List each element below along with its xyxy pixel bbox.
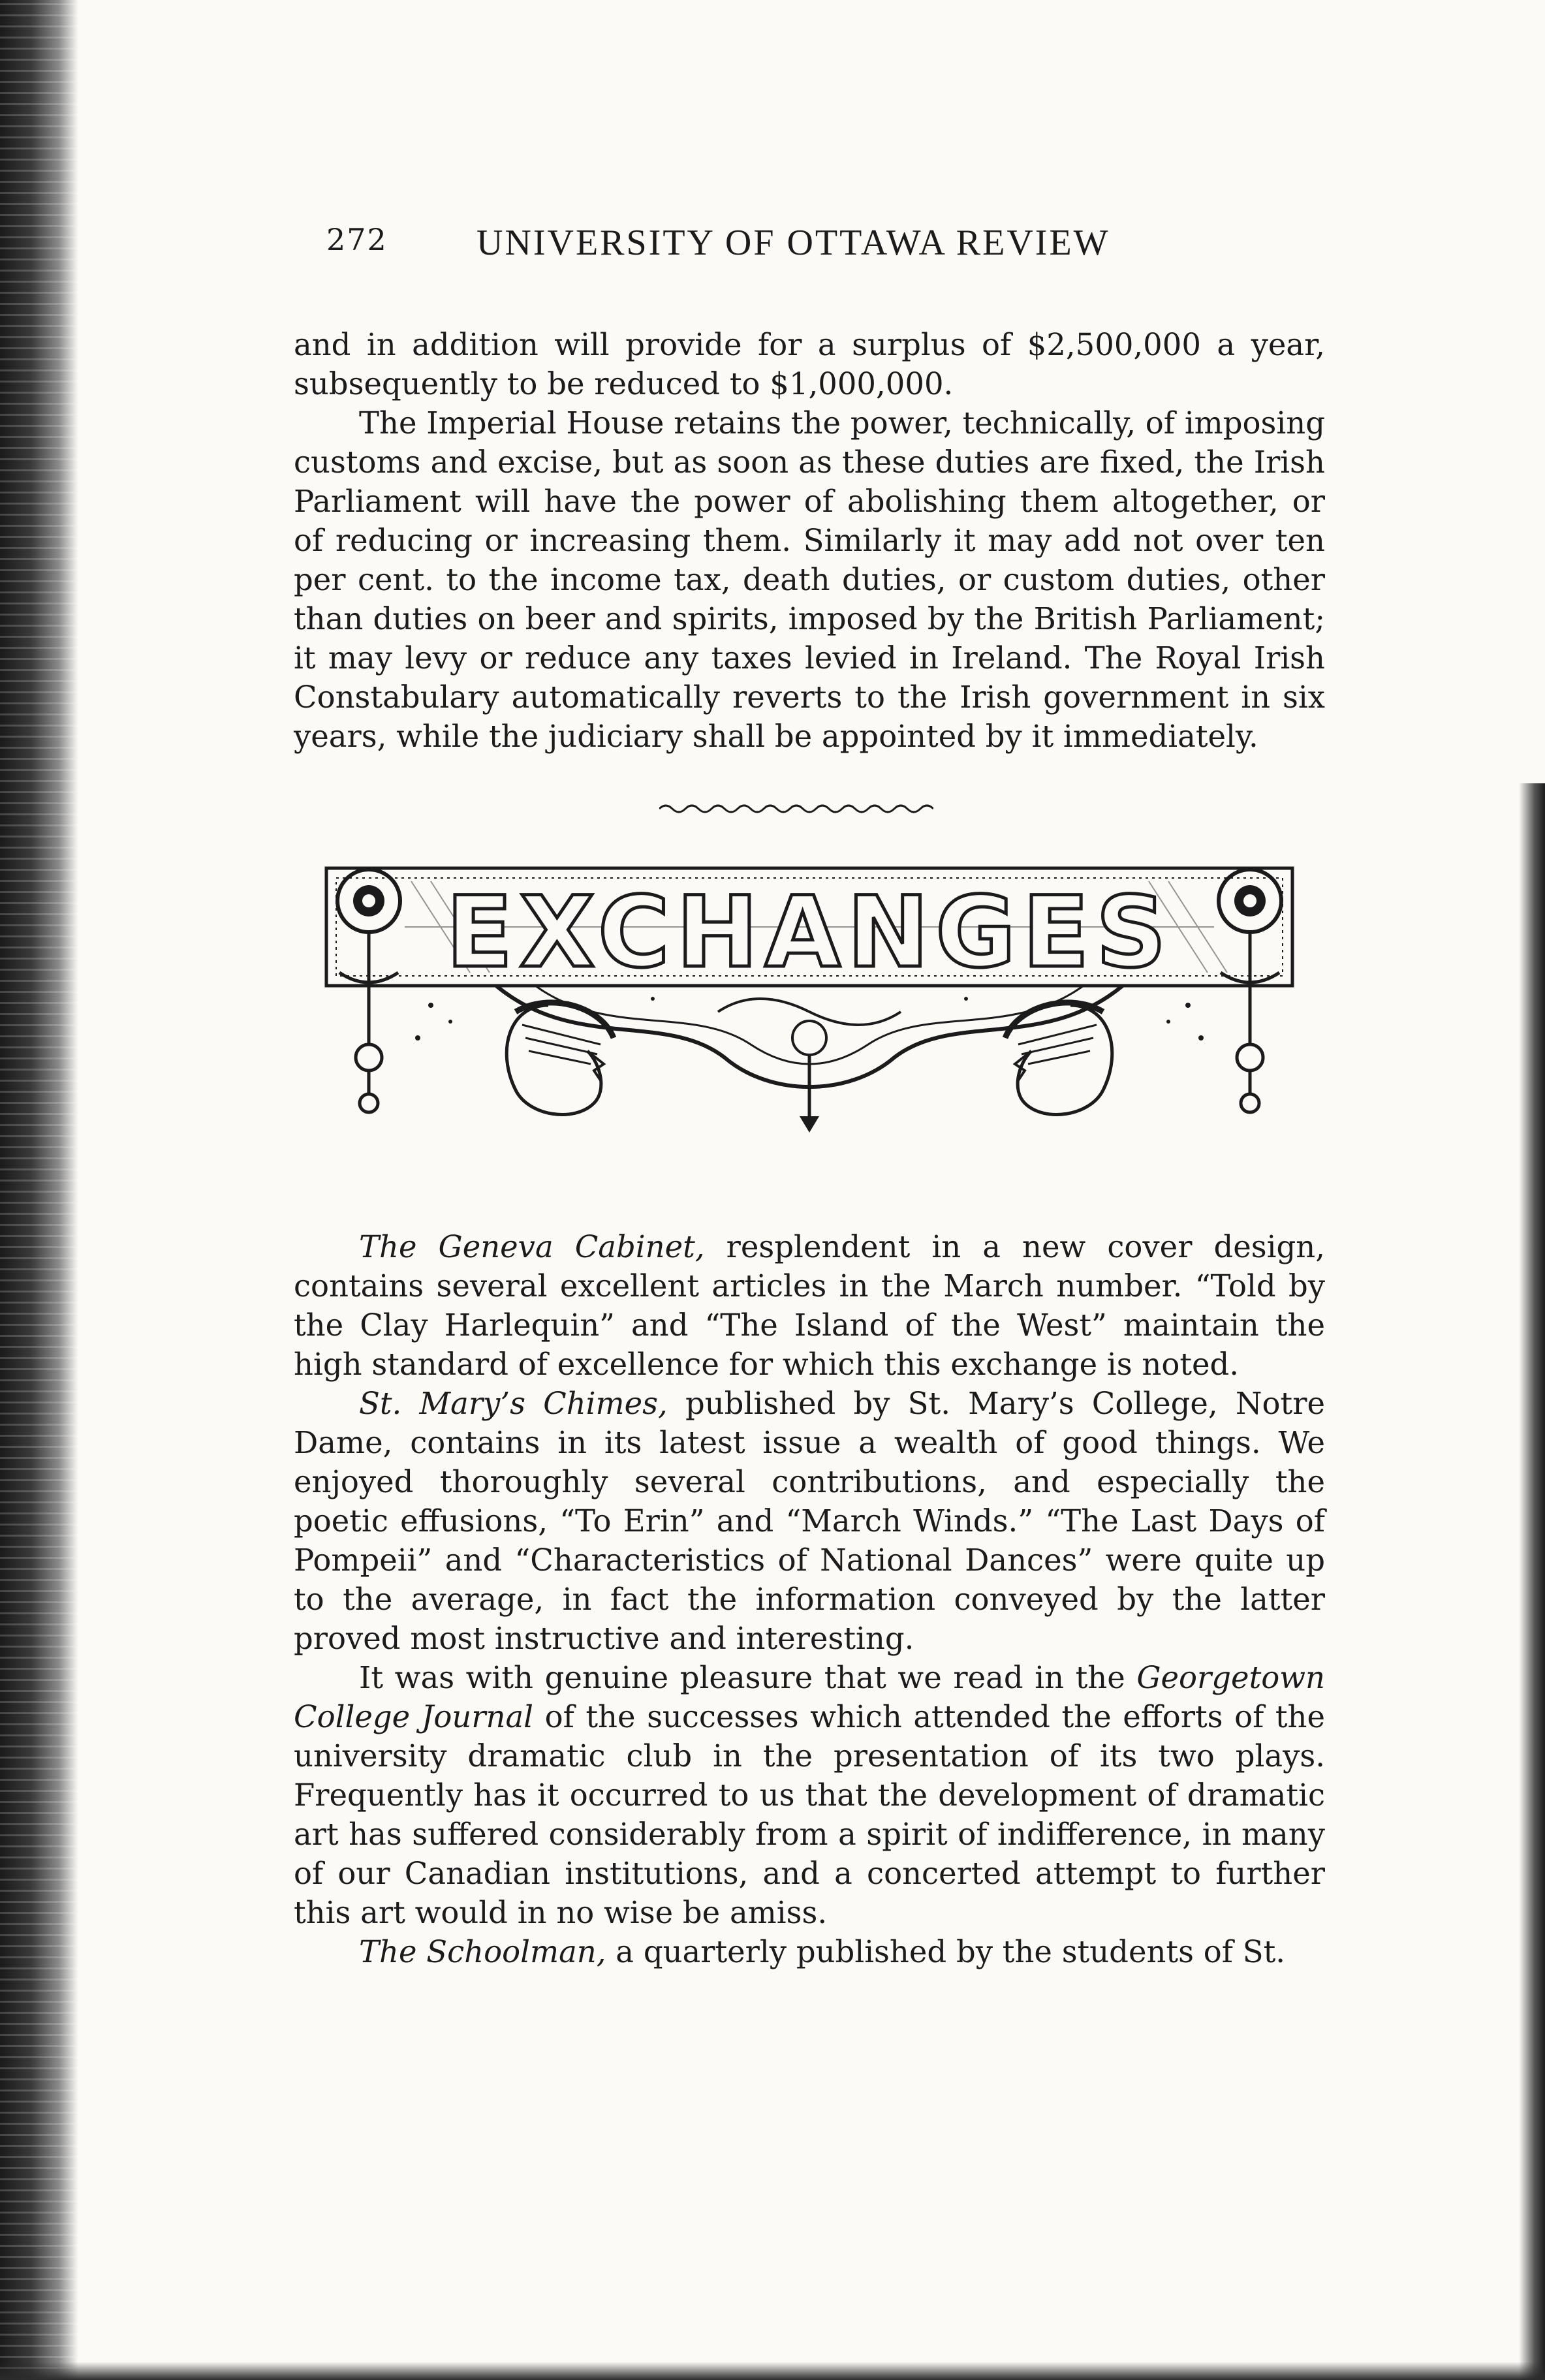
paragraph-body: resplendent in a new cover design, contains several excellent articles in the March number. “Told by the Clay Harlequin” and “The Island of the West” maintain the high standard of excellence for which this exchange is noted. [294,1229,1325,1382]
page-number: 272 [326,222,388,257]
paragraph-lead: It was with genuine pleasure that we read in the [359,1660,1137,1695]
right-pendant-icon [1221,933,1279,1112]
paragraph: The Imperial House retains the power, technically, of imposing customs and excise, but as soon as these duties are fixed, the Irish Parliament will have the power of abolishing them altogether, or of reducing or increasing them. Similarly it may add not over ten per cent. to the income tax, death duties, or custom duties, other than duties on beer and spirits, imposed by the British Parliament; it may levy or reduce any taxes levied in Ireland. The Royal Irish Constabulary automatically reverts to the Irish government in six years, while the judiciary shall be appointed by it immediately. [294,405,1325,754]
left-roundel-icon [337,869,400,932]
exchanges-column [294,1227,1325,1971]
exchange-paragraph [294,1658,1325,1932]
paragraph-body: of the successes which attended the efforts of the university dramatic club in the presentation of its two plays. Frequently has it occurred to us that the development of dramatic art has suffered considerably from a spirit of indifference, in many of our Canadian institutions, and a concerted attempt to further this art would in no wise be amiss. [294,1699,1325,1930]
page-bottom-edge [0,2362,1545,2380]
article-continuation [294,325,1325,756]
journal-title: St. Mary’s Chimes, [359,1386,668,1421]
exchange-paragraph [294,1227,1325,1384]
paragraph: and in addition will provide for a surplus of $2,500,000 a year, subsequently to be reduced to $1,000,000. [294,327,1325,401]
running-title: UNIVERSITY OF OTTAWA REVIEW [476,223,1110,263]
exchanges-ornament-banner [300,842,1319,1149]
page-right-edge [1519,783,1545,2380]
left-pendant-icon [339,933,398,1112]
journal-title: Georgetown College Journal [294,1660,1325,1734]
journal-title: The Geneva Cabinet, [359,1229,705,1264]
binding-speckle [0,0,78,2380]
exchange-paragraph [294,1384,1325,1658]
wavy-divider [659,802,933,816]
exchange-paragraph [294,1932,1325,1971]
page-header [326,222,1345,281]
journal-title: The Schoolman, [359,1934,606,1969]
ornament-title: EXCHANGES [446,876,1173,990]
paragraph-body: a quarterly published by the students of St. [606,1934,1286,1969]
right-roundel-icon [1219,869,1281,932]
paragraph-body: published by St. Mary’s College, Notre Dame, contains in its latest issue a wealth of good things. We enjoyed thoroughly several contributions, and especially the poetic effusions, “To Erin” and “March Winds.” “The Last Days of Pompeii” and “Characteristics of National Dances” were quite up to the average, in fact the information conveyed by the latter proved most instructive and interesting. [294,1386,1325,1656]
